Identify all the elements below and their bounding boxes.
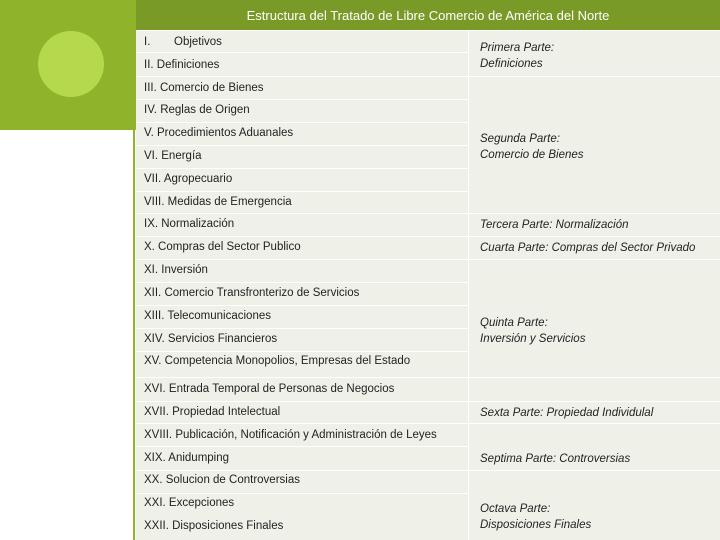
row-separator (136, 282, 468, 283)
decorative-circle (38, 31, 104, 97)
chapter-row: II. Definiciones (144, 59, 220, 71)
row-separator (136, 259, 720, 260)
chapter-row: VI. Energía (144, 150, 202, 162)
row-separator (136, 99, 468, 100)
row-separator (136, 213, 720, 214)
part-cell (480, 315, 585, 347)
row-separator (136, 328, 468, 329)
part-subtitle: Inversión y Servicios (480, 333, 586, 345)
chapter-row: XX. Solucion de Controversias (144, 474, 300, 486)
row-separator (136, 191, 468, 192)
part-subtitle: Comercio de Bienes (480, 149, 584, 161)
chapter-number: I. (144, 36, 151, 48)
chapter-row: VII. Agropecuario (144, 173, 233, 185)
part-subtitle: Disposiciones Finales (480, 519, 592, 531)
part-title: Segunda Parte: (480, 133, 560, 145)
chapter-row: XIV. Servicios Financieros (144, 333, 278, 345)
row-separator (136, 470, 720, 471)
part-cell: Sexta Parte: Propiedad Individulal (480, 407, 654, 419)
chapter-row: X. Compras del Sector Publico (144, 241, 301, 253)
table-title: Estructura del Tratado de Libre Comercio de América del Norte (136, 0, 720, 30)
chapter-row: XI. Inversión (144, 264, 208, 276)
row-separator (136, 168, 468, 169)
row-separator (136, 30, 720, 31)
chapter-row: XVII. Propiedad Intelectual (144, 406, 281, 418)
chapter-name: Objetivos (174, 36, 222, 48)
chapter-row: XVIII. Publicación, Notificación y Administración de Leyes (144, 429, 437, 441)
chapter-row: XII. Comercio Transfronterizo de Servicios (144, 287, 360, 299)
part-cell: Cuarta Parte: Compras del Sector Privado (480, 242, 696, 254)
row-separator (136, 377, 720, 378)
chapter-row: XXII. Disposiciones Finales (144, 520, 284, 532)
row-separator (136, 145, 468, 146)
chapter-row: VIII. Medidas de Emergencia (144, 196, 292, 208)
row-separator (136, 351, 468, 352)
structure-table (136, 30, 720, 540)
chapter-row: XV. Competencia Monopolios, Empresas del Estado (144, 355, 411, 367)
chapter-row: IX. Normalización (144, 218, 235, 230)
row-separator (136, 122, 468, 123)
part-title: Octava Parte: (480, 503, 551, 515)
part-cell (480, 40, 554, 72)
part-cell: Septima Parte: Controversias (480, 453, 631, 465)
part-subtitle: Definiciones (480, 58, 543, 70)
part-title: Primera Parte: (480, 42, 555, 54)
part-cell: Tercera Parte: Normalización (480, 219, 629, 231)
part-cell (480, 501, 591, 533)
chapter-row (144, 36, 222, 48)
chapter-row: XIII. Telecomunicaciones (144, 310, 271, 322)
part-title: Quinta Parte: (480, 317, 548, 329)
row-separator (136, 76, 720, 77)
row-separator (136, 423, 720, 424)
chapter-row: IV. Reglas de Origen (144, 104, 250, 116)
accent-divider-line (133, 130, 135, 540)
row-separator (136, 305, 468, 306)
chapter-row: III. Comercio de Bienes (144, 82, 264, 94)
row-separator (136, 493, 468, 494)
chapter-row: XXI. Excepciones (144, 497, 235, 509)
chapter-row: XIX. Anidumping (144, 452, 230, 464)
row-separator (136, 52, 468, 53)
chapter-row: XVI. Entrada Temporal de Personas de Negocios (144, 383, 395, 395)
row-separator (136, 401, 720, 402)
part-cell (480, 131, 584, 163)
row-separator (136, 236, 720, 237)
chapter-row: V. Procedimientos Aduanales (144, 127, 294, 139)
column-divider (468, 30, 469, 540)
row-separator (136, 446, 468, 447)
